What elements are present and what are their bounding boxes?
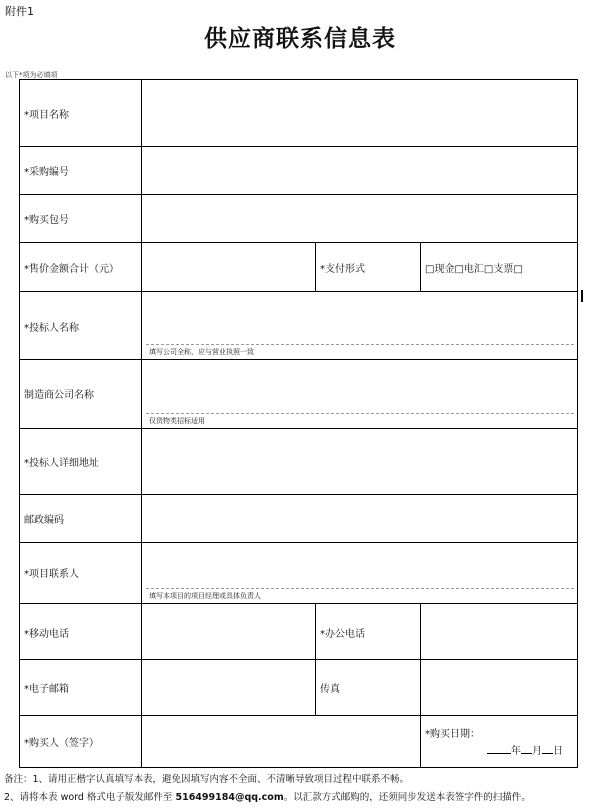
- payment-method-label: *支付形式: [320, 264, 365, 275]
- purchase-date-blanks[interactable]: [487, 742, 563, 757]
- manufacturer-name-input[interactable]: [142, 360, 577, 411]
- bidder-name-input[interactable]: [142, 292, 577, 342]
- hint-underline: [146, 344, 574, 345]
- total-price-input[interactable]: [142, 243, 315, 291]
- purchase-number-label: *采购编号: [24, 167, 69, 178]
- fax-input[interactable]: [421, 660, 577, 715]
- purchase-number-input[interactable]: [142, 147, 577, 194]
- table-border-right: [577, 79, 578, 768]
- year-blank[interactable]: [487, 744, 511, 754]
- column-divider: [315, 242, 316, 291]
- office-phone-input[interactable]: [421, 604, 577, 659]
- bidder-name-hint: 填写公司全称，应与营业执照一致: [149, 348, 254, 356]
- manufacturer-name-label: 制造商公司名称: [24, 390, 94, 401]
- bidder-address-label: *投标人详细地址: [24, 458, 99, 469]
- remark-email: 516499184@qq.com: [175, 792, 284, 803]
- hint-underline: [146, 413, 574, 414]
- buyer-signature-label: *购买人（签字）: [24, 738, 99, 749]
- remark-line-1: 备注：1、请用正楷字认真填写本表，避免因填写内容不全面、不清晰导致项目过程中联系不畅。: [4, 774, 410, 785]
- project-name-label: *项目名称: [24, 110, 69, 121]
- text-cursor: [581, 290, 583, 302]
- total-price-label: *售价金额合计（元）: [24, 264, 119, 275]
- postal-code-label: 邮政编码: [24, 515, 64, 526]
- email-label: *电子邮箱: [24, 684, 69, 695]
- bidder-name-label: *投标人名称: [24, 323, 79, 334]
- office-phone-label: *办公电话: [320, 629, 365, 640]
- package-number-input[interactable]: [142, 195, 577, 242]
- day-text: 日: [553, 746, 563, 757]
- project-contact-hint: 填写本项目的项目经理或具体负责人: [149, 592, 261, 600]
- remark-line-2-prefix: 2、请将本表 word 格式电子版发邮件至: [4, 792, 176, 803]
- mobile-phone-label: *移动电话: [24, 629, 69, 640]
- year-text: 年: [511, 746, 521, 757]
- month-blank[interactable]: [521, 744, 532, 754]
- payment-options-checkboxes[interactable]: □现金□电汇□支票□: [425, 264, 523, 275]
- month-text: 月: [532, 746, 542, 757]
- buyer-signature-input[interactable]: [142, 716, 420, 767]
- remarks: [4, 771, 531, 807]
- supplier-contact-form: [19, 79, 578, 768]
- postal-code-input[interactable]: [142, 495, 577, 542]
- page-title: 供应商联系信息表: [204, 25, 396, 52]
- manufacturer-hint: 仅货物类招标适用: [149, 417, 205, 425]
- mobile-phone-input[interactable]: [142, 604, 315, 659]
- day-blank[interactable]: [542, 744, 553, 754]
- column-divider: [315, 603, 316, 715]
- column-divider: [420, 242, 421, 291]
- table-border-left: [19, 79, 20, 768]
- purchase-date-label: *购买日期：: [425, 729, 480, 740]
- table-border-bottom: [19, 767, 578, 768]
- remark-line-2-suffix: 。以汇款方式邮购的，还须同步发送本表签字件的扫描件。: [283, 792, 531, 803]
- email-input[interactable]: [142, 660, 315, 715]
- package-number-label: *购买包号: [24, 215, 69, 226]
- fax-label: 传真: [320, 684, 340, 695]
- project-name-input[interactable]: [142, 80, 577, 146]
- remark-line-2: [4, 789, 531, 807]
- required-note: 以下*项为必填项: [5, 71, 58, 79]
- project-contact-label: *项目联系人: [24, 569, 79, 580]
- bidder-address-input[interactable]: [142, 429, 577, 494]
- hint-underline: [146, 588, 574, 589]
- project-contact-input[interactable]: [142, 543, 577, 586]
- attachment-label: 附件1: [5, 5, 34, 18]
